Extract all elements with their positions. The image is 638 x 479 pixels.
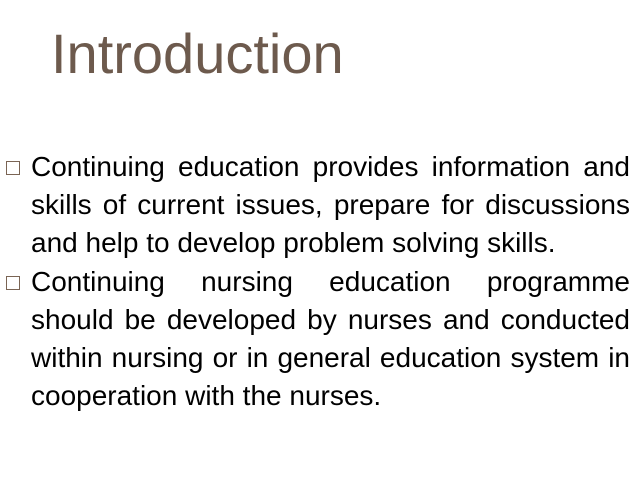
bullet-item [6,148,630,262]
square-bullet-icon [6,276,20,290]
slide-title: Introduction [51,22,344,85]
square-bullet-icon [6,161,20,175]
bullet-text: Continuing nursing education programme should be developed by nurses and conducted within nursing or in general education system in cooperation with the nurses. [31,266,630,411]
bullet-item [6,263,630,415]
bullet-text: Continuing education provides information and skills of current issues, prepare for discussions and help to develop problem solving skills. [31,151,630,258]
bullet-list [6,148,630,416]
